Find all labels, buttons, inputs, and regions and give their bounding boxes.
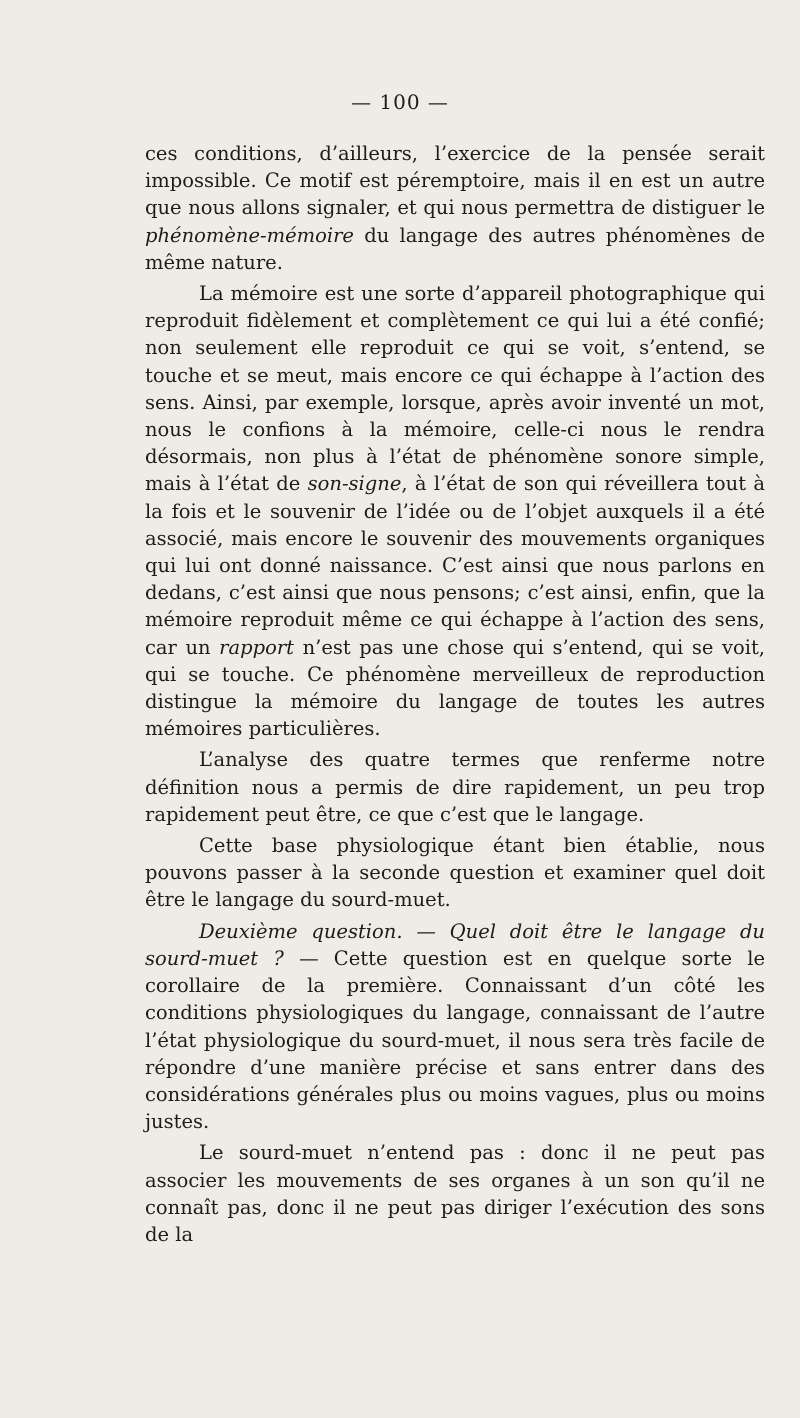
italic-text: rapport xyxy=(219,635,294,659)
italic-text: son-signe xyxy=(307,472,402,496)
paragraph xyxy=(145,280,765,742)
paragraph xyxy=(145,918,765,1136)
italic-text: Deuxième question. — Quel doit être le langage du sourd-muet ? xyxy=(145,919,765,970)
paragraph xyxy=(145,832,765,914)
paragraph xyxy=(145,746,765,828)
italic-text: phénomène-mémoire xyxy=(145,223,354,247)
text-run: du langage des autres phénomènes de même nature. xyxy=(145,223,765,274)
paragraph xyxy=(145,140,765,276)
text-run: L’analyse des quatre termes que renferme notre définition nous a permis de dire rapidement, un peu trop rapidement peut être, ce que c’est que le langage. xyxy=(145,748,765,826)
paragraph xyxy=(145,1139,765,1248)
text-run: ces conditions, d’ailleurs, l’exercice de la pensée serait impossible. Ce motif est péremptoire, mais il en est un autre que nous allons signaler, et qui nous permettra de distiguer le xyxy=(145,142,765,220)
page-number: — 100 — xyxy=(351,90,449,114)
text-run: — Cette question est en quelque sorte le corollaire de la première. Connaissant d’un côté les conditions physiologiques du langage, connaissant de l’autre l’état physiologique du sourd-muet, il nous sera très facile de répondre d’une manière précise et sans entrer dans des considérations générales plus ou moins vagues, plus ou moins justes. xyxy=(145,946,765,1134)
text-run: Le sourd-muet n’entend pas : donc il ne peut pas associer les mouvements de ses organes à un son qu’il ne connaît pas, donc il ne peut pas diriger l’exécution des sons de la xyxy=(145,1141,765,1246)
text-run: Cette base physiologique étant bien établie, nous pouvons passer à la seconde question et examiner quel doit être le langage du sourd-muet. xyxy=(145,834,765,912)
text-run: La mémoire est une sorte d’appareil photographique qui reproduit fidèlement et complètement ce qui lui a été confié; non seulement elle reproduit ce qui se voit, s’entend, se touche et se meut, mais encore ce qui échappe à l’action des sens. Ainsi, par exemple, lorsque, après avoir inventé un mot, nous le confions à la mémoire, celle-ci nous le rendra désormais, non plus à l’état de phénomène sonore simple, mais à l’état de xyxy=(145,282,765,496)
body-text xyxy=(145,140,765,1252)
text-run: , à l’état de son qui réveillera tout à la fois et le souvenir de l’idée ou de l’objet auxquels il a été associé, mais encore le souvenir des mouvements organiques qui lui ont donné naissance. C’est ainsi que nous parlons en dedans, c’est ainsi que nous pensons; c’est ainsi, enfin, que la mémoire reproduit même ce qui échappe à l’action des sens, car un xyxy=(145,472,765,659)
text-run: n’est pas une chose qui s’entend, qui se voit, qui se touche. Ce phénomène merveilleux de reproduction distingue la mémoire du langage de toutes les autres mémoires particulières. xyxy=(145,635,765,741)
